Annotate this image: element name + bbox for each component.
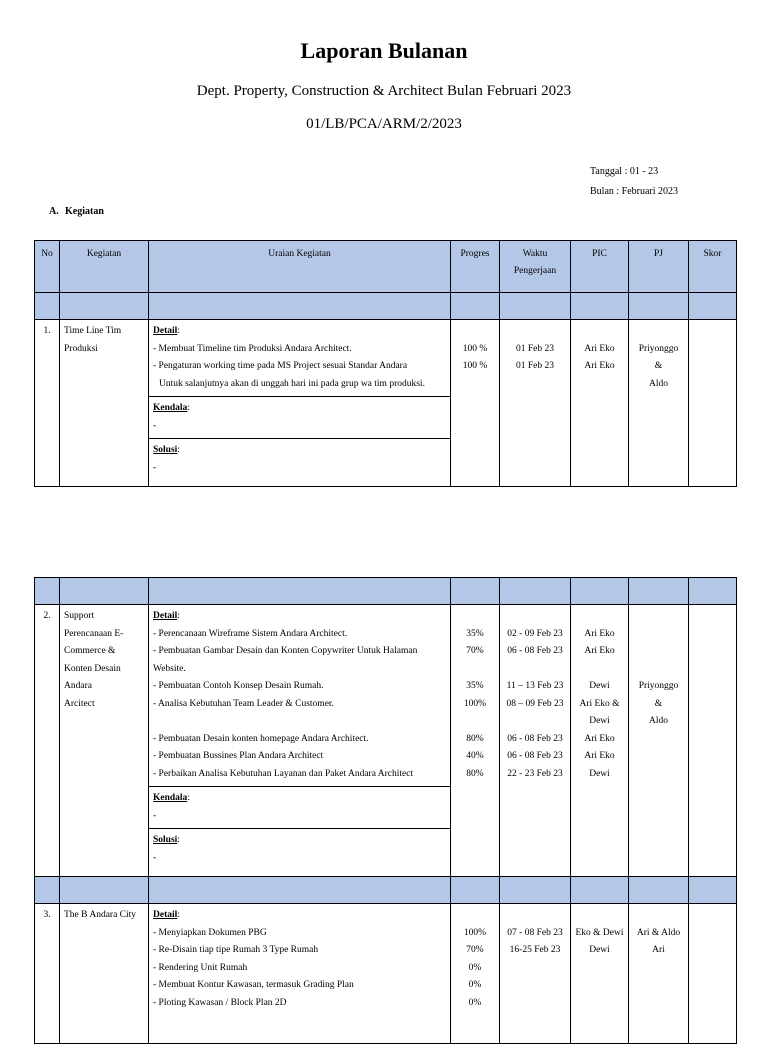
- band-row: [35, 578, 737, 605]
- row-pj: Priyonggo & Aldo: [629, 605, 689, 877]
- band-row: [35, 293, 737, 320]
- row-skor: [689, 320, 737, 487]
- row-progres: 100 % 100 %: [451, 320, 500, 487]
- row-kegiatan: The B Andara City: [60, 904, 149, 1044]
- row-pic: Ari Eko Ari Eko Dewi Ari Eko & Dewi Ari Eko Ari Eko Dewi: [571, 605, 629, 877]
- row-number: 2.: [35, 605, 60, 877]
- row-pj: Ari & Aldo Ari: [629, 904, 689, 1044]
- detail-block: Detail: - Perencanaan Wireframe Sistem Andara Architect. - Pembuatan Gambar Desain dan Konten Copywriter Untuk Halaman Website. - Pembuatan Contoh Konsep Desain Rumah. - Analisa Kebutuhan Team Leader & Customer. - Pembuatan Desain konten homepage Andara Architect. - Pembuatan Bussines Plan Andara Architect - Perbaikan Analisa Kebutuhan Layanan dan Paket Andara Architect: [153, 611, 418, 779]
- row-progres: 100% 70% 0% 0% 0%: [451, 904, 500, 1044]
- band-row: [35, 877, 737, 904]
- solusi-block: Solusi: -: [149, 828, 450, 870]
- col-uraian: Uraian Kegiatan: [149, 241, 451, 293]
- report-title: Laporan Bulanan: [300, 38, 468, 63]
- row-pj: Priyonggo & Aldo: [629, 320, 689, 487]
- row-pic: Ari Eko Ari Eko: [571, 320, 629, 487]
- row-waktu: 07 - 08 Feb 23 16-25 Feb 23: [500, 904, 571, 1044]
- col-pj: PJ: [629, 241, 689, 293]
- table-row: [35, 904, 737, 1044]
- col-no: No: [35, 241, 60, 293]
- section-heading: [49, 206, 104, 217]
- col-pic: PIC: [571, 241, 629, 293]
- date-line: Tanggal : 01 - 23: [590, 166, 659, 177]
- kendala-block: Kendala: -: [149, 396, 450, 438]
- col-kegiatan: Kegiatan: [60, 241, 149, 293]
- col-waktu: [500, 241, 571, 293]
- row-pic: Eko & Dewi Dewi: [571, 904, 629, 1044]
- month-line: Bulan : Februari 2023: [590, 186, 679, 197]
- table-row: [35, 320, 737, 487]
- row-skor: [689, 904, 737, 1044]
- col-waktu-line2: Pengerjaan: [513, 266, 557, 276]
- kendala-block: Kendala: -: [149, 786, 450, 828]
- row-number: 3.: [35, 904, 60, 1044]
- table-row: [35, 605, 737, 877]
- section-number: A.: [49, 206, 59, 217]
- detail-block: Detail: - Menyiapkan Dokumen PBG - Re-Disain tiap tipe Rumah 3 Type Rumah - Rendering Unit Rumah - Membuat Kontur Kawasan, termasuk Grading Plan - Ploting Kawasan / Block Plan 2D: [153, 910, 354, 1008]
- row-uraian: [149, 605, 451, 877]
- row-kegiatan: Time Line Tim Produksi: [60, 320, 149, 487]
- row-number: 1.: [35, 320, 60, 487]
- activity-table-1: [34, 240, 737, 487]
- col-progres: Progres: [451, 241, 500, 293]
- row-skor: [689, 605, 737, 877]
- row-waktu: 01 Feb 23 01 Feb 23: [500, 320, 571, 487]
- detail-block: Detail: - Membuat Timeline tim Produksi Andara Architect. - Pengaturan working time pada MS Project sesuai Standar Andara Untuk salanjutnya akan di unggah hari ini pada grup wa tim produksi.: [153, 326, 425, 389]
- report-subtitle: Dept. Property, Construction & Architect Bulan Februari 2023: [196, 83, 572, 99]
- col-waktu-line1: Waktu: [522, 249, 548, 259]
- row-progres: 35% 70% 35% 100% 80% 40% 80%: [451, 605, 500, 877]
- row-uraian: [149, 320, 451, 487]
- activity-table-2: [34, 577, 737, 1044]
- col-skor: Skor: [689, 241, 737, 293]
- row-kegiatan: Support Perencanaan E- Commerce & Konten Desain Andara Arcitect: [60, 605, 149, 877]
- document-number: 01/LB/PCA/ARM/2/2023: [306, 116, 462, 132]
- section-title: Kegiatan: [65, 206, 104, 217]
- row-waktu: 02 - 09 Feb 23 06 - 08 Feb 23 11 – 13 Feb 23 08 – 09 Feb 23 06 - 08 Feb 23 06 - 08 Feb 23 22 - 23 Feb 23: [500, 605, 571, 877]
- header-row: [35, 241, 737, 293]
- row-uraian: [149, 904, 451, 1044]
- solusi-block: Solusi: -: [149, 438, 450, 480]
